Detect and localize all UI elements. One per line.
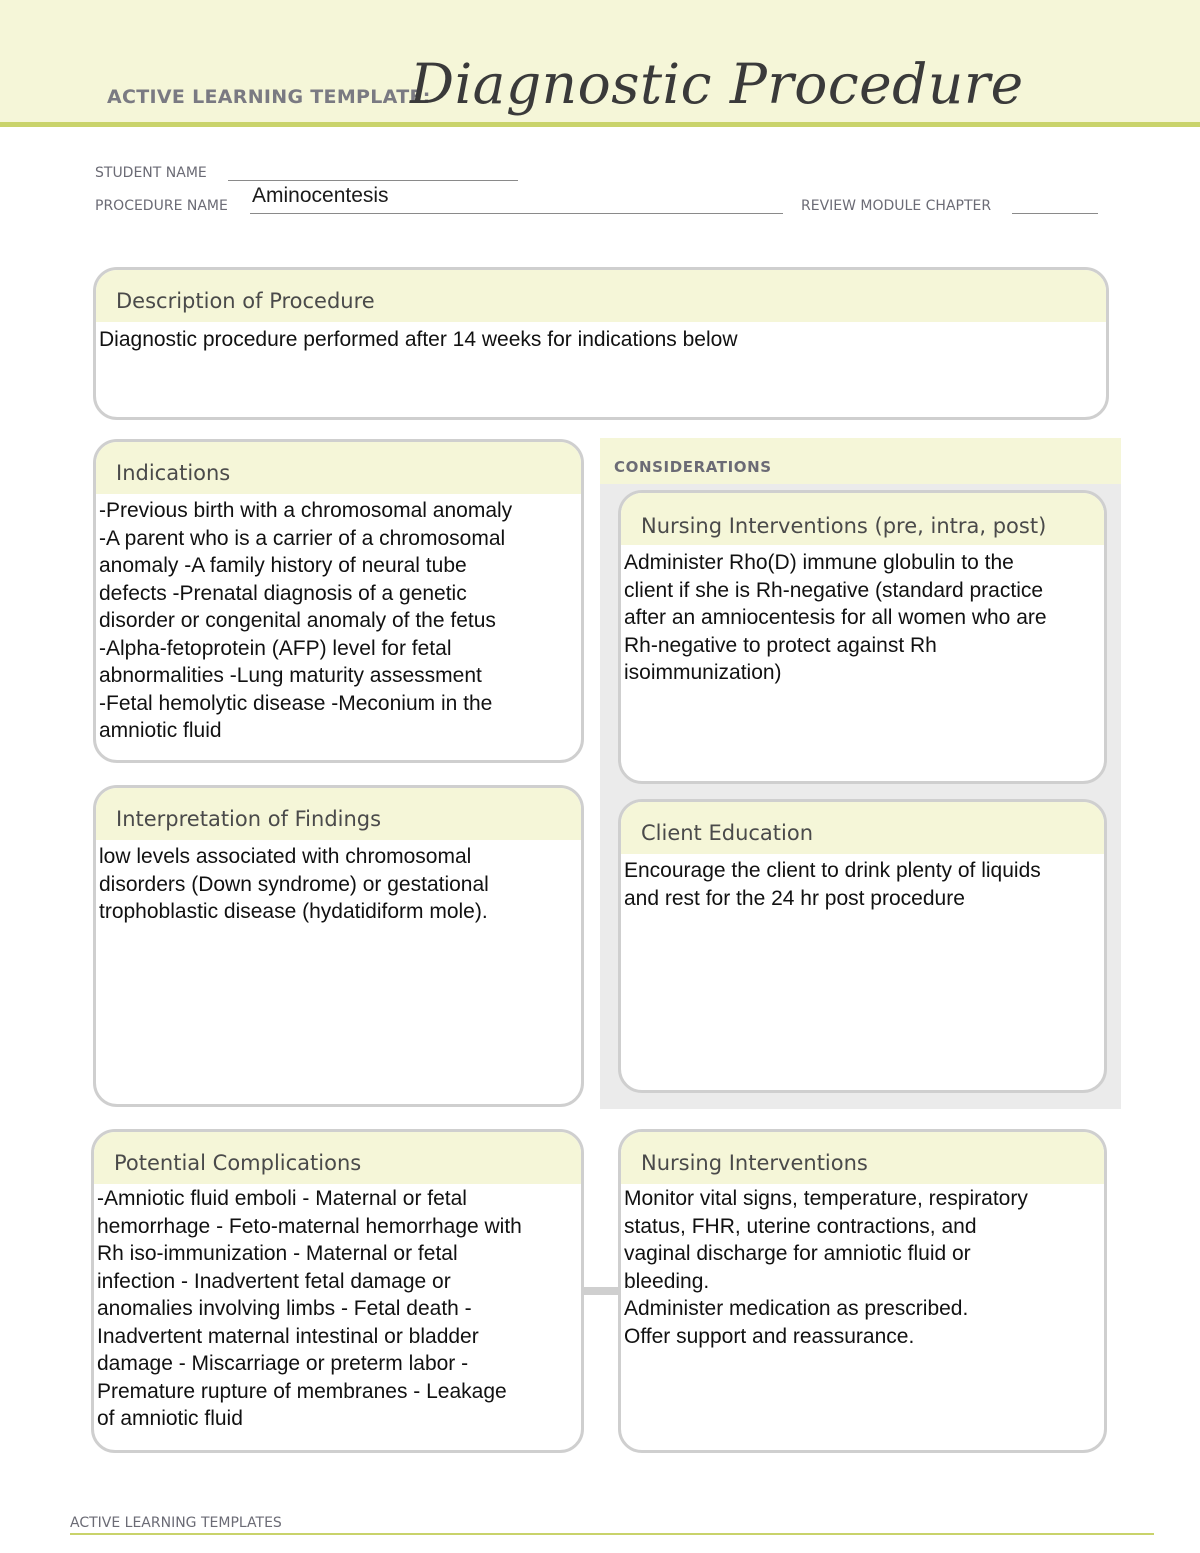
text-line: Inadvertent maternal intestinal or bladder	[97, 1324, 479, 1348]
text-line: Rh iso-immunization - Maternal or fetal	[97, 1242, 458, 1265]
procedure-name-label: PROCEDURE NAME	[95, 198, 228, 214]
interpretation-title: Interpretation of Findings	[116, 807, 382, 831]
complications-box	[91, 1129, 584, 1453]
nursing-interventions-pio-title: Nursing Interventions (pre, intra, post)	[641, 514, 1047, 538]
complications-body[interactable]	[97, 1185, 575, 1433]
client-education-body[interactable]	[624, 857, 1098, 912]
text-line: Monitor vital signs, temperature, respiratory	[624, 1187, 1028, 1210]
text-line: after an amniocentesis for all women who are	[624, 606, 1047, 629]
nursing-interventions-title: Nursing Interventions	[641, 1151, 868, 1175]
text-line: Administer Rho(D) immune globulin to the	[624, 551, 1014, 574]
text-line: Rh-negative to protect against Rh	[624, 633, 937, 657]
interpretation-box	[93, 785, 584, 1107]
text-line: abnormalities -Lung maturity assessment	[99, 664, 482, 687]
text-line: Offer support and reassurance.	[624, 1324, 915, 1348]
text-line: client if she is Rh-negative (standard practice	[624, 578, 1044, 602]
complications-title: Potential Complications	[114, 1151, 362, 1175]
text-line: -A parent who is a carrier of a chromosomal	[99, 526, 506, 550]
nursing-interventions-body[interactable]	[624, 1185, 1098, 1350]
text-line: and rest for the 24 hr post procedure	[624, 886, 965, 910]
text-line: -Previous birth with a chromosomal anomaly	[99, 499, 513, 522]
text-line: -Fetal hemolytic disease -Meconium in the	[99, 691, 493, 715]
client-education-title: Client Education	[641, 821, 814, 845]
text-line: defects -Prenatal diagnosis of a genetic	[99, 581, 467, 605]
text-line: hemorrhage - Feto-maternal hemorrhage with	[97, 1214, 522, 1238]
template-title: Diagnostic Procedure	[410, 52, 1024, 116]
indications-title: Indications	[116, 461, 231, 485]
text-line: disorder or congenital anomaly of the fetus	[99, 609, 496, 632]
text-line: bleeding.	[624, 1269, 710, 1293]
text-line: Premature rupture of membranes - Leakage	[97, 1379, 507, 1403]
procedure-name-field[interactable]	[250, 213, 783, 214]
footer-rule	[70, 1533, 1154, 1535]
considerations-title: CONSIDERATIONS	[614, 458, 772, 476]
description-box	[93, 267, 1109, 420]
text-line: isoimmunization)	[624, 661, 782, 684]
description-title: Description of Procedure	[116, 289, 375, 313]
review-module-field[interactable]	[1012, 213, 1098, 214]
text-line: of amniotic fluid	[97, 1407, 243, 1430]
indications-box	[93, 439, 584, 763]
text-line: Administer medication as prescribed.	[624, 1297, 969, 1320]
footer-label: ACTIVE LEARNING TEMPLATES	[70, 1515, 282, 1531]
text-line: disorders (Down syndrome) or gestational	[99, 872, 489, 896]
connector-bar	[583, 1287, 619, 1295]
indications-body[interactable]	[99, 497, 575, 745]
nursing-interventions-box	[618, 1129, 1107, 1453]
interpretation-body[interactable]	[99, 843, 575, 926]
text-line: damage - Miscarriage or preterm labor -	[97, 1352, 469, 1375]
description-body[interactable]: Diagnostic procedure performed after 14 weeks for indications below	[99, 328, 738, 351]
text-line: -Amniotic fluid emboli - Maternal or fetal	[97, 1187, 467, 1210]
text-line: anomalies involving limbs - Fetal death -	[97, 1297, 472, 1320]
text-line: amniotic fluid	[99, 719, 222, 742]
client-education-box	[618, 799, 1107, 1093]
student-name-label: STUDENT NAME	[95, 165, 207, 181]
template-label: ACTIVE LEARNING TEMPLATE:	[107, 86, 431, 108]
text-line: status, FHR, uterine contractions, and	[624, 1214, 977, 1238]
text-line: trophoblastic disease (hydatidiform mole).	[99, 900, 488, 923]
review-module-label: REVIEW MODULE CHAPTER	[801, 198, 992, 214]
text-line: Encourage the client to drink plenty of liquids	[624, 859, 1041, 882]
procedure-name-value[interactable]: Aminocentesis	[252, 184, 389, 207]
header-rule	[0, 122, 1200, 127]
text-line: infection - Inadvertent fetal damage or	[97, 1269, 451, 1293]
nursing-interventions-pio-box	[618, 490, 1107, 784]
text-line: vaginal discharge for amniotic fluid or	[624, 1242, 971, 1265]
text-line: anomaly -A family history of neural tube	[99, 554, 467, 577]
text-line: low levels associated with chromosomal	[99, 845, 472, 868]
text-line: -Alpha-fetoprotein (AFP) level for fetal	[99, 636, 452, 660]
nursing-interventions-pio-body[interactable]	[624, 549, 1098, 687]
student-name-field[interactable]	[228, 180, 518, 181]
